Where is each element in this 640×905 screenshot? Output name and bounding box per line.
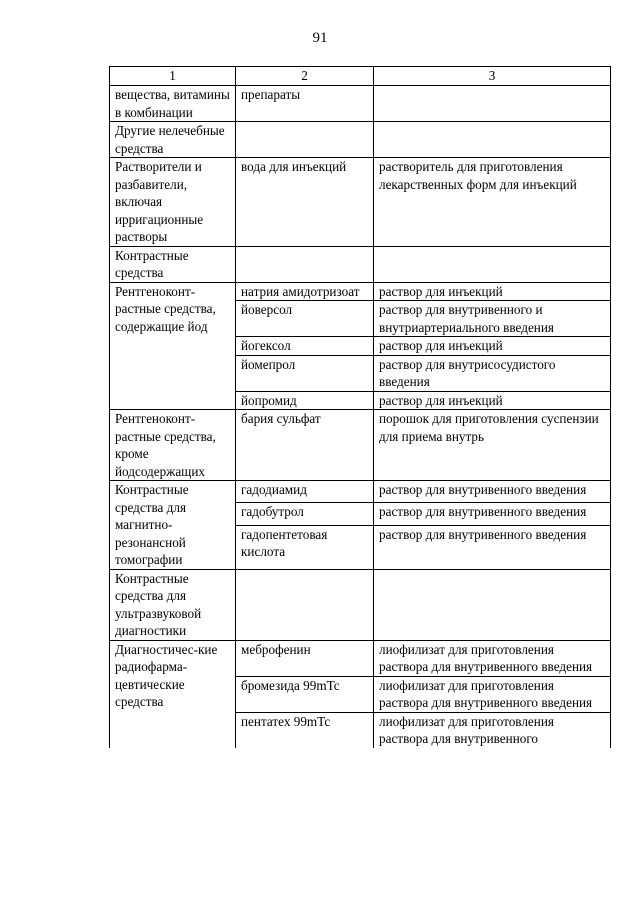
drug-cell: гадопентетовая кислота <box>236 525 374 569</box>
table-header-row <box>110 67 611 86</box>
group-cell: вещества, витамины в комбинации <box>110 86 236 122</box>
table-row <box>110 569 611 640</box>
group-cell: Диагностичес-кие радиофарма-цевтические средства <box>110 640 236 748</box>
table-row <box>110 122 611 158</box>
group-cell: Рентгеноконт-растные средства, содержащие йод <box>110 282 236 410</box>
drug-cell <box>236 246 374 282</box>
drug-cell: гадодиамид <box>236 481 374 503</box>
form-cell: раствор для внутривенного введения <box>374 525 611 569</box>
form-cell: порошок для приготовления суспензии для приема внутрь <box>374 410 611 481</box>
drug-cell: йогексол <box>236 337 374 356</box>
table-row <box>110 246 611 282</box>
drug-cell: йопромид <box>236 391 374 410</box>
drug-cell <box>236 122 374 158</box>
drug-cell: бромезида 99mTc <box>236 676 374 712</box>
group-cell: Контрастные средства <box>110 246 236 282</box>
group-cell: Контрастные средства для магнитно-резонансной томографии <box>110 481 236 570</box>
drug-cell: йоверсол <box>236 301 374 337</box>
drug-cell: пентатех 99mTc <box>236 712 374 748</box>
column-header: 3 <box>374 67 611 86</box>
form-cell: раствор для внутривенного введения <box>374 503 611 525</box>
drug-cell: препараты <box>236 86 374 122</box>
drug-cell <box>236 569 374 640</box>
form-cell: раствор для внутривенного введения <box>374 481 611 503</box>
drug-cell: вода для инъекций <box>236 158 374 247</box>
table-row <box>110 86 611 122</box>
form-cell <box>374 569 611 640</box>
form-cell: раствор для внутривенного и внутриартериального введения <box>374 301 611 337</box>
form-cell: лиофилизат для приготовления раствора для внутривенного <box>374 712 611 748</box>
form-cell: лиофилизат для приготовления раствора для внутривенного введения <box>374 640 611 676</box>
group-cell: Рентгеноконт-растные средства, кроме йодсодержащих <box>110 410 236 481</box>
drug-cell: натрия амидотризоат <box>236 282 374 301</box>
table-row <box>110 282 611 301</box>
drug-cell: йомепрол <box>236 355 374 391</box>
column-header: 2 <box>236 67 374 86</box>
group-cell: Контрастные средства для ультразвуковой диагностики <box>110 569 236 640</box>
form-cell <box>374 122 611 158</box>
table-row <box>110 158 611 247</box>
group-cell: Другие нелечебные средства <box>110 122 236 158</box>
page-number: 91 <box>312 30 328 46</box>
form-cell: растворитель для приготовления лекарственных форм для инъекций <box>374 158 611 247</box>
column-header: 1 <box>110 67 236 86</box>
drug-table <box>109 66 611 748</box>
form-cell: раствор для инъекций <box>374 391 611 410</box>
table-row <box>110 481 611 503</box>
form-cell: раствор для инъекций <box>374 337 611 356</box>
form-cell: лиофилизат для приготовления раствора для внутривенного введения <box>374 676 611 712</box>
form-cell: раствор для внутрисосудистого введения <box>374 355 611 391</box>
form-cell <box>374 246 611 282</box>
form-cell: раствор для инъекций <box>374 282 611 301</box>
drug-cell: бария сульфат <box>236 410 374 481</box>
form-cell <box>374 86 611 122</box>
table-row <box>110 640 611 676</box>
table-row <box>110 410 611 481</box>
drug-cell: меброфенин <box>236 640 374 676</box>
group-cell: Растворители и разбавители, включая ирригационные растворы <box>110 158 236 247</box>
drug-cell: гадобутрол <box>236 503 374 525</box>
